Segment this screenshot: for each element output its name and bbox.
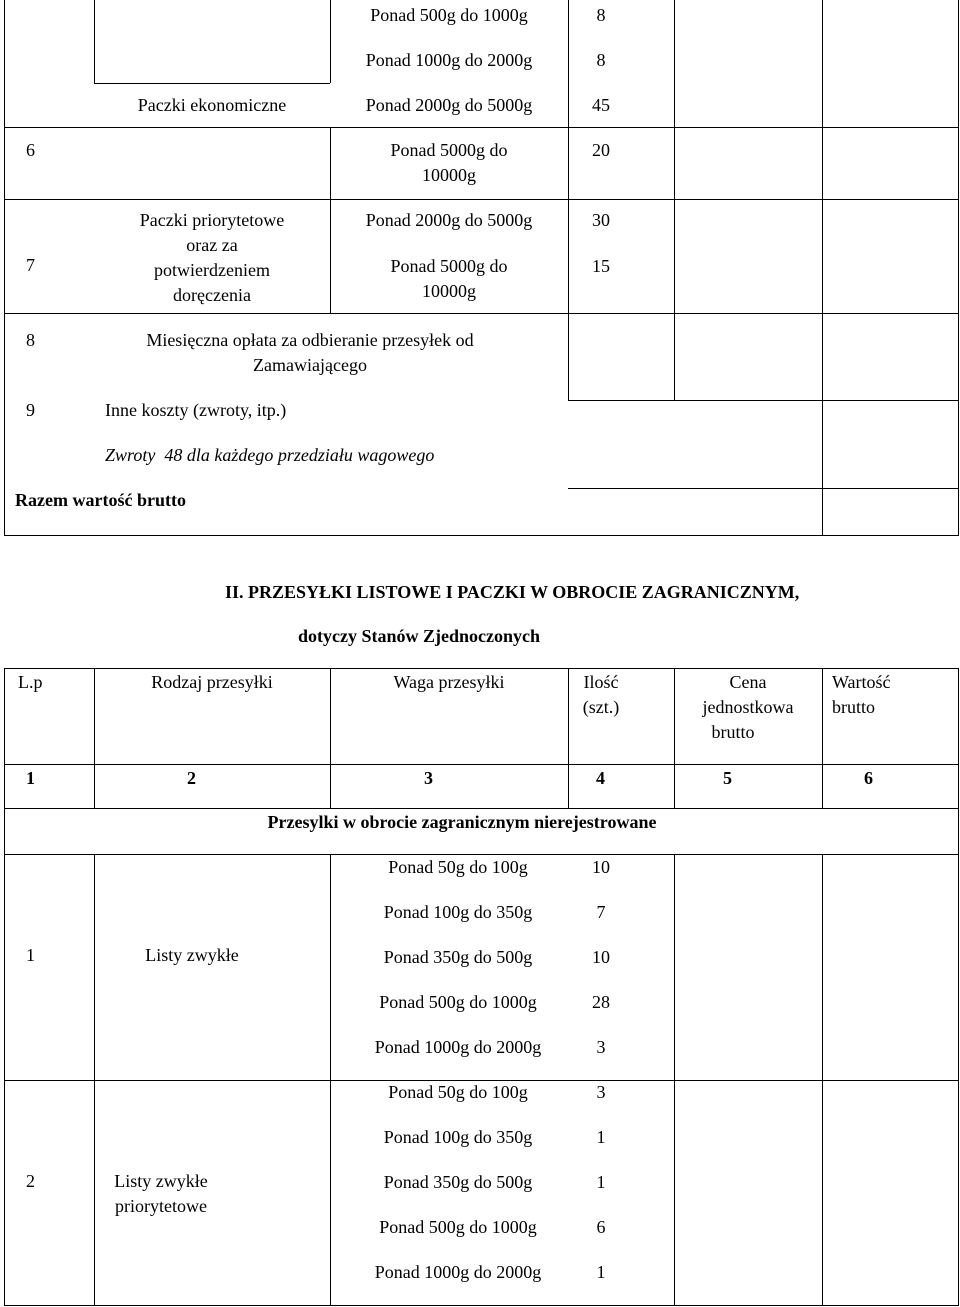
section-label: Przesylki w obrocie zagranicznym nierejestrowane <box>267 812 657 832</box>
parcel-type-label: Paczki ekonomiczne <box>137 95 287 115</box>
weight-cell: Ponad 50g do 100g <box>388 1082 528 1102</box>
weight-cell: Ponad 1000g do 2000g <box>374 1037 542 1057</box>
shipment-type: Listy zwykłe <box>114 1171 208 1191</box>
qty-cell: 8 <box>596 5 606 25</box>
header-value: Wartość <box>832 672 891 692</box>
row-line <box>568 488 959 489</box>
weight-cell: Ponad 1000g do 2000g <box>365 50 533 70</box>
row-line <box>568 400 959 401</box>
row-line <box>4 535 959 536</box>
row-line <box>4 808 959 809</box>
header-unit-price: brutto <box>711 722 755 742</box>
column-line <box>822 854 823 1306</box>
row-line <box>4 313 959 314</box>
qty-cell: 30 <box>592 210 610 230</box>
qty-cell: 45 <box>592 95 610 115</box>
weight-cell: Ponad 500g do 1000g <box>370 5 528 25</box>
table-border <box>4 1305 959 1306</box>
weight-cell: Ponad 2000g do 5000g <box>365 95 533 115</box>
row-number: 2 <box>26 1171 35 1191</box>
weight-cell: Ponad 5000g do <box>390 140 508 160</box>
table-border <box>958 668 959 1306</box>
shipment-type: Listy zwykłe <box>145 945 239 965</box>
row-number: 8 <box>26 330 35 350</box>
column-number: 3 <box>424 768 433 788</box>
qty-cell: 3 <box>596 1037 606 1057</box>
header-unit-price: Cena <box>729 672 767 692</box>
qty-cell: 1 <box>596 1262 606 1282</box>
qty-cell: 6 <box>596 1217 606 1237</box>
total-label: Razem wartość brutto <box>15 490 186 510</box>
header-value: brutto <box>832 697 875 717</box>
shipment-type: priorytetowe <box>115 1196 207 1216</box>
qty-cell: 10 <box>592 947 610 967</box>
row-line <box>94 83 330 84</box>
weight-cell: Ponad 350g do 500g <box>383 1172 533 1192</box>
header-weight: Waga przesyłki <box>393 672 505 692</box>
weight-cell: Ponad 500g do 1000g <box>379 992 537 1012</box>
qty-cell: 10 <box>592 857 610 877</box>
weight-cell: Ponad 500g do 1000g <box>379 1217 537 1237</box>
row-number: 7 <box>26 255 35 275</box>
qty-cell: 1 <box>596 1172 606 1192</box>
column-number: 5 <box>723 768 732 788</box>
column-number: 6 <box>864 768 873 788</box>
weight-cell: 10000g <box>422 165 476 185</box>
header-unit-price: jednostkowa <box>702 697 794 717</box>
qty-cell: 8 <box>596 50 606 70</box>
row-number: 1 <box>26 945 35 965</box>
column-line <box>674 0 675 400</box>
weight-cell: Ponad 2000g do 5000g <box>365 210 533 230</box>
weight-cell: Ponad 100g do 350g <box>383 902 533 922</box>
row-number: 6 <box>26 140 35 160</box>
row-line <box>4 764 959 765</box>
weight-cell: Ponad 1000g do 2000g <box>374 1262 542 1282</box>
column-line <box>822 668 823 808</box>
table-border <box>4 668 959 669</box>
returns-note: Zwroty 48 dla każdego przedziału wagowego <box>105 445 435 465</box>
weight-cell: Ponad 350g do 500g <box>383 947 533 967</box>
weight-cell: 10000g <box>422 281 476 301</box>
table-border <box>958 0 959 535</box>
column-number: 2 <box>187 768 196 788</box>
table-border <box>4 0 5 535</box>
row-line <box>4 127 959 128</box>
column-number: 4 <box>596 768 605 788</box>
qty-cell: 15 <box>592 256 610 276</box>
column-line <box>94 0 95 83</box>
row-number: 9 <box>26 400 35 420</box>
weight-cell: Ponad 50g do 100g <box>388 857 528 877</box>
column-number: 1 <box>26 768 35 788</box>
row-line <box>4 199 959 200</box>
column-line <box>674 854 675 1306</box>
parcel-type-label: potwierdzeniem <box>154 260 270 280</box>
section-title: II. PRZESYŁKI LISTOWE I PACZKI W OBROCIE ZAGRANICZNYM, <box>225 582 800 602</box>
qty-cell: 28 <box>592 992 610 1012</box>
parcel-type-label: Paczki priorytetowe <box>139 210 285 230</box>
section-subtitle: dotyczy Stanów Zjednoczonych <box>298 626 540 646</box>
header-qty: (szt.) <box>582 697 620 717</box>
header-qty: Ilość <box>583 672 619 692</box>
other-costs-label: Inne koszty (zwroty, itp.) <box>105 400 287 420</box>
weight-cell: Ponad 100g do 350g <box>383 1127 533 1147</box>
fee-label: Zamawiającego <box>253 355 367 375</box>
qty-cell: 20 <box>592 140 610 160</box>
table-border <box>4 668 5 1306</box>
qty-cell: 3 <box>596 1082 606 1102</box>
parcel-type-label: oraz za <box>186 235 238 255</box>
qty-cell: 1 <box>596 1127 606 1147</box>
qty-cell: 7 <box>596 902 606 922</box>
parcel-type-label: doręczenia <box>173 285 251 305</box>
fee-label: Miesięczna opłata za odbieranie przesyłek od <box>146 330 474 350</box>
header-type: Rodzaj przesyłki <box>151 672 273 692</box>
column-line <box>94 854 95 1306</box>
column-line <box>822 0 823 535</box>
header-lp: L.p <box>18 672 43 692</box>
weight-cell: Ponad 5000g do <box>390 256 508 276</box>
